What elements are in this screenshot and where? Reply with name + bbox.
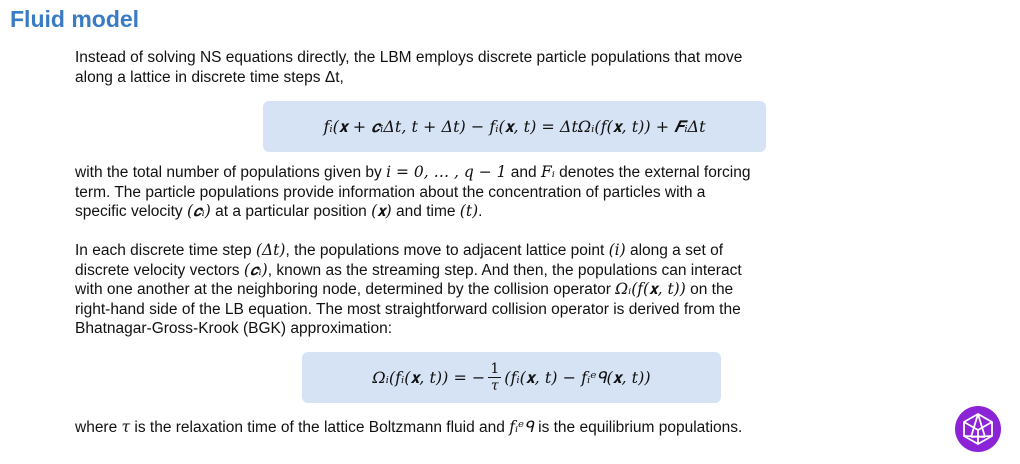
- streaming-line-2: discrete velocity vectors (𝒄ᵢ), known as the streaming step. And then, the populations can interact: [75, 260, 742, 279]
- populations-line-2: term. The particle populations provide information about the concentration of particles with a: [75, 183, 706, 201]
- velocity-math: (𝒄ᵢ): [186, 202, 211, 220]
- relaxation-line: where τ is the relaxation time of the lattice Boltzmann fluid and fᵢᵉᑫ is the equilibrium populations.: [75, 418, 743, 436]
- bgk-rhs: (fᵢ(𝐱, t) − fᵢᵉᑫ(𝐱, t)): [504, 367, 651, 387]
- bgk-denominator: τ: [490, 378, 499, 394]
- lattice-point-math: (i): [608, 241, 626, 259]
- slide-title: Fluid model: [10, 6, 140, 32]
- relaxation-paragraph: [75, 418, 955, 438]
- velocity-vectors-math: (𝒄ᵢ): [243, 260, 268, 279]
- bgk-fraction: [488, 361, 501, 394]
- populations-line-3: specific velocity (𝒄ᵢ) at a particular position (𝐱) and time (t).: [75, 202, 483, 220]
- tau-math: τ: [121, 418, 131, 436]
- collision-operator-math: Ωᵢ(f(𝐱, t)): [615, 280, 686, 298]
- streaming-line-4: right-hand side of the LB equation. The most straightforward collision operator is derived from the: [75, 300, 741, 318]
- lb-equation-text: fᵢ(𝐱 + 𝒄ᵢΔt, t + Δt) − fᵢ(𝐱, t) = ΔtΩᵢ(f(𝐱, t)) + 𝑭ᵢΔt: [323, 116, 706, 136]
- forcing-term-math: Fᵢ: [540, 163, 555, 181]
- index-range-math: i = 0, … , q − 1: [386, 163, 507, 181]
- bgk-numerator: 1: [490, 361, 500, 377]
- streaming-line-5: Bhatnagar-Gross-Krook (BGK) approximation:: [75, 320, 393, 337]
- intro-line-2: along a lattice in discrete time steps Δt,: [75, 68, 344, 86]
- position-math: (𝐱): [371, 202, 392, 220]
- intro-paragraph: [75, 48, 955, 87]
- bgk-lhs: Ωᵢ(fᵢ(𝐱, t)) = −: [372, 367, 486, 387]
- timestep-math: (Δt): [255, 241, 286, 259]
- purple-network-logo-icon: [954, 405, 1002, 453]
- populations-line-1: with the total number of populations given by i = 0, … , q − 1 and Fᵢ denotes the external forcing: [75, 163, 751, 181]
- streaming-line-1: In each discrete time step (Δt), the populations move to adjacent lattice point (i) along a set of: [75, 241, 724, 259]
- lattice-boltzmann-equation: [263, 101, 766, 152]
- bgk-equation: [302, 352, 721, 403]
- equilibrium-math: fᵢᵉᑫ: [509, 418, 534, 436]
- streaming-line-3: with one another at the neighboring node, determined by the collision operator Ωᵢ(f(𝐱, t)) on the: [75, 280, 734, 298]
- streaming-paragraph: [75, 241, 955, 339]
- populations-paragraph: [75, 163, 955, 222]
- time-math: (t): [459, 202, 479, 220]
- intro-line-1: Instead of solving NS equations directly, the LBM employs discrete particle populations that move: [75, 49, 743, 66]
